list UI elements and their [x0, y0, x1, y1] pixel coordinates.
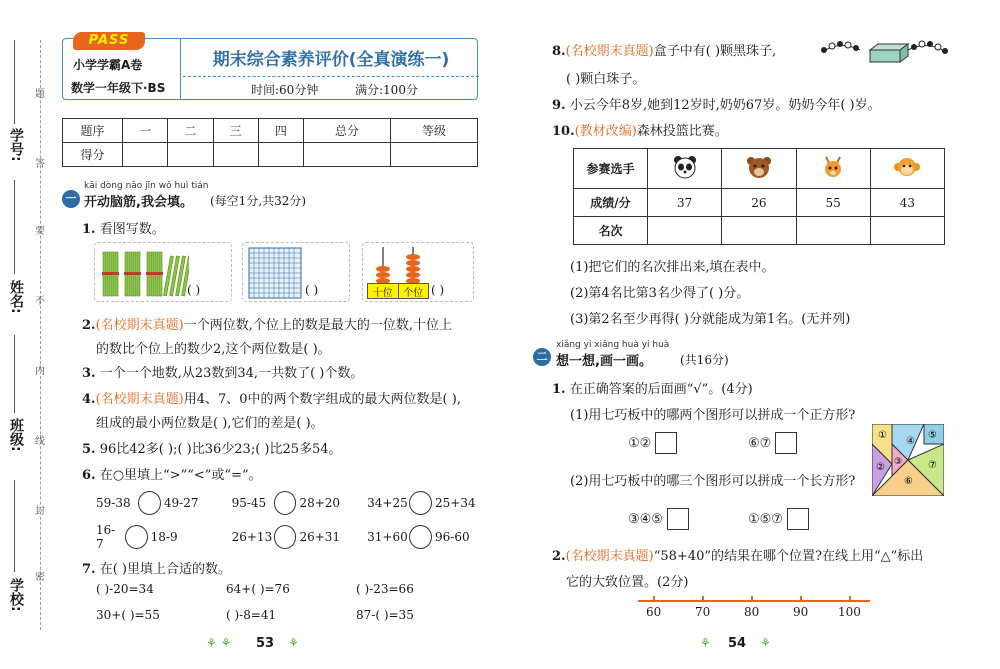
q2-number: 2.	[82, 318, 96, 333]
q5-text[interactable]: 96比42多( );( )比36少23;( )比25多54。	[99, 442, 342, 457]
q6	[82, 464, 262, 483]
compare-circle[interactable]	[125, 525, 148, 549]
s2q1-sub2: (2)用七巧板中的哪三个图形可以拼成一个长方形?	[570, 474, 856, 489]
q1-blank-3[interactable]: ( )	[431, 283, 445, 297]
tangram-label: ③	[894, 457, 903, 467]
score-cell[interactable]	[390, 143, 477, 167]
q10-sub3[interactable]: (3)第2名至少再得( )分就能成为第1名。(无并列)	[570, 312, 851, 327]
q3	[82, 362, 363, 381]
q2-line2[interactable]: 的数比个位上的数少2,这个两位数是( )。	[96, 342, 331, 357]
score-value: 26	[722, 189, 796, 217]
score-table	[62, 118, 478, 167]
exam-total-score: 满分:100分	[355, 83, 418, 97]
equation[interactable]: 87-( )=35	[356, 608, 414, 622]
q1-image-sticks	[94, 242, 232, 302]
tick-mark	[849, 596, 851, 602]
tick-label: 80	[744, 605, 760, 619]
s2q2-number: 2.	[552, 549, 566, 564]
q2-tag: (名校期末真题)	[95, 318, 184, 333]
q7	[82, 558, 231, 577]
q10	[552, 120, 728, 139]
q7-equations	[96, 582, 476, 630]
score-value: 55	[796, 189, 870, 217]
section1-title: 开动脑筋,我会填。	[84, 195, 193, 210]
expr: 18-9	[150, 530, 178, 544]
sprout-icon: ⚘ ⚘	[206, 636, 232, 650]
q6-number: 6.	[82, 468, 96, 483]
equation[interactable]: 30+( )=55	[96, 608, 160, 622]
tangram-label: ②	[876, 462, 885, 473]
animal-panda-cell	[648, 149, 722, 189]
expr: 28+20	[299, 496, 341, 510]
page-number-left: 53	[256, 636, 275, 651]
section2-title: 想一想,画一画。	[556, 354, 652, 369]
s2q2	[552, 544, 952, 596]
q1-number: 1.	[82, 222, 96, 237]
score-cell[interactable]	[213, 143, 258, 167]
competition-table	[573, 148, 945, 245]
option-label: ①⑤⑦	[748, 511, 783, 527]
q10-sub2[interactable]: (2)第4名比第3名少得了( )分。	[570, 286, 750, 301]
q9	[552, 94, 881, 113]
expr: 26+13	[231, 530, 273, 544]
q1-image-grid	[242, 242, 350, 302]
tangram-label: ⑤	[928, 430, 937, 441]
section2-note: (共16分)	[680, 353, 729, 367]
number-line[interactable]	[638, 600, 870, 602]
q1-blank-2[interactable]: ( )	[305, 283, 319, 297]
q7-number: 7.	[82, 562, 96, 577]
tick-mark	[751, 596, 753, 602]
check-box[interactable]	[775, 432, 797, 454]
check-box[interactable]	[667, 508, 689, 530]
pass-logo: PASS	[73, 32, 145, 50]
seal-char: 封	[35, 506, 45, 517]
s2q1-opt1a	[628, 432, 677, 454]
series-name: 小学学霸A卷	[73, 58, 143, 72]
tangram-label: ⑥	[904, 476, 913, 487]
tick-label: 70	[695, 605, 711, 619]
compare-circle[interactable]	[409, 491, 432, 515]
tick-mark	[800, 596, 802, 602]
check-box[interactable]	[787, 508, 809, 530]
s2q1-opt1b	[748, 432, 797, 454]
tangram-label: ①	[878, 430, 887, 441]
name-label: 姓名:	[8, 280, 24, 314]
s2q1	[552, 378, 753, 397]
score-header: 四	[258, 119, 303, 143]
q4-tag: (名校期末真题)	[95, 392, 184, 407]
rank-cell[interactable]	[796, 217, 870, 245]
animal-bear-cell	[722, 149, 796, 189]
q6-text: 在○里填上“>”“<”或“=”。	[99, 468, 262, 483]
q10-tag: (教材改编)	[574, 124, 637, 139]
seal-char: 要	[35, 226, 45, 237]
expr: 31+60	[367, 530, 408, 544]
s2q1-number: 1.	[552, 382, 566, 397]
seal-char: 内	[35, 366, 45, 377]
tangram-label: ⑦	[928, 460, 937, 471]
score-cell[interactable]	[168, 143, 213, 167]
grade-label: 数学一年级下·BS	[71, 81, 166, 95]
seal-char: 密	[35, 572, 45, 583]
q4	[82, 388, 482, 436]
score-value: 43	[870, 189, 944, 217]
class-fill-line[interactable]	[14, 335, 15, 413]
tick-mark	[653, 596, 655, 602]
tick-label: 90	[793, 605, 809, 619]
s2q2-tag: (名校期末真题)	[565, 549, 654, 564]
score-header: 一	[123, 119, 168, 143]
panda-icon	[672, 155, 698, 179]
rank-cell[interactable]	[648, 217, 722, 245]
bear-icon	[746, 155, 772, 179]
q4-line1[interactable]: 用4、7、0中的两个数字组成的最大两位数是( ),	[183, 392, 461, 407]
rank-cell[interactable]	[870, 217, 944, 245]
tick-label: 60	[646, 605, 662, 619]
expr: 16-7	[96, 523, 116, 551]
score-header: 二	[168, 119, 213, 143]
compare-circle[interactable]	[409, 525, 432, 549]
class-label: 班级:	[8, 418, 24, 452]
deer-icon	[820, 155, 846, 179]
table-label: 参赛选手	[574, 149, 648, 189]
tangram-icon	[872, 424, 944, 496]
page-title: 期末综合素养评价(全真演练一)	[183, 39, 479, 77]
expr: 49-27	[163, 496, 199, 510]
score-cell[interactable]	[123, 143, 168, 167]
exam-time: 时间:60分钟	[251, 83, 319, 97]
school-fill-line[interactable]	[14, 480, 15, 572]
q9-number: 9.	[552, 98, 566, 113]
q4-number: 4.	[82, 392, 96, 407]
equation[interactable]: ( )-23=66	[356, 582, 414, 596]
s2q1-sub1: (1)用七巧板中的哪两个图形可以拼成一个正方形?	[570, 408, 856, 423]
hundred-grid-icon	[247, 246, 305, 300]
monkey-icon	[894, 155, 920, 179]
s2q1-text: 在正确答案的后面画“√”。(4分)	[569, 382, 753, 397]
seal-char: 线	[35, 436, 45, 447]
series-box	[63, 33, 181, 99]
score-header: 三	[213, 119, 258, 143]
stick-bundles-icon	[99, 246, 189, 300]
q8-tag: (名校期末真题)	[565, 44, 654, 59]
q2-line1: 一个两位数,个位上的数是最大的一位数,十位上	[183, 318, 452, 333]
expr: 25+34	[435, 496, 476, 510]
option-label: ③④⑤	[628, 511, 663, 527]
compare-circle[interactable]	[274, 525, 297, 549]
q8-line2[interactable]: ( )颗白珠子。	[566, 72, 646, 87]
exam-header	[62, 33, 478, 100]
expr: 95-45	[231, 496, 267, 510]
seal-char: 题	[35, 89, 45, 100]
q8-number: 8.	[552, 44, 566, 59]
score-value: 37	[648, 189, 722, 217]
s2q2-line2: 它的大致位置。(2分)	[566, 575, 689, 590]
check-box[interactable]	[655, 432, 677, 454]
section1-number: 一	[62, 190, 80, 208]
q7-text: 在( )里填上合适的数。	[99, 562, 231, 577]
abacus-ones-label: 个位	[403, 288, 424, 299]
section2-pinyin: xiǎng yi xiǎng huà yi huà	[556, 340, 670, 350]
section1-note: (每空1分,共32分)	[210, 194, 307, 208]
option-label: ①②	[628, 435, 652, 451]
sprout-icon: ⚘	[288, 636, 299, 650]
id-fill-line[interactable]	[14, 40, 15, 124]
expr: 26+31	[299, 530, 341, 544]
score-cell[interactable]	[304, 143, 391, 167]
section2-number: 二	[533, 348, 551, 366]
q8-line1[interactable]: 盒子中有( )颗黑珠子,	[653, 44, 777, 59]
q3-text[interactable]: 一个一个地数,从23数到34,一共数了( )个数。	[99, 366, 364, 381]
sprout-icon: ⚘	[760, 636, 771, 650]
expr: 59-38	[96, 496, 131, 510]
score-cell[interactable]	[258, 143, 303, 167]
score-header: 等级	[390, 119, 477, 143]
s2q2-line1: “58+40”的结果在哪个位置?在线上用“△”标出	[653, 549, 924, 564]
seal-char: 答	[35, 159, 45, 170]
q4-line2[interactable]: 组成的最小两位数是( ),它们的差是( )。	[96, 416, 324, 431]
student-id-label: 学号:	[8, 128, 24, 162]
s2q1-opt2b	[748, 508, 809, 530]
q10-sub1: (1)把它们的名次排出来,填在表中。	[570, 260, 775, 275]
q9-text[interactable]: 小云今年8岁,她到12岁时,奶奶67岁。奶奶今年( )岁。	[569, 98, 881, 113]
seal-line	[40, 40, 41, 630]
rank-cell[interactable]	[722, 217, 796, 245]
table-label: 成绩/分	[574, 189, 648, 217]
abacus-tens-label: 十位	[368, 284, 399, 298]
seal-char: 不	[35, 296, 45, 307]
animal-monkey-cell	[870, 149, 944, 189]
score-header: 题序	[63, 119, 123, 143]
option-label: ⑥⑦	[748, 435, 772, 451]
tick-label: 100	[838, 605, 861, 619]
animal-deer-cell	[796, 149, 870, 189]
q5-number: 5.	[82, 442, 96, 457]
equation[interactable]: ( )-8=41	[226, 608, 277, 622]
q8	[552, 38, 832, 94]
compare-circle[interactable]	[274, 491, 297, 515]
expr: 96-60	[435, 530, 470, 544]
tick-mark	[702, 596, 704, 602]
q6-comparisons	[96, 488, 476, 552]
compare-circle[interactable]	[138, 491, 161, 515]
q2	[82, 314, 482, 362]
equation[interactable]: 64+( )=76	[226, 582, 290, 596]
beads-box-icon	[820, 38, 950, 66]
q1-blank-1[interactable]: ( )	[187, 283, 201, 297]
q10-number: 10.	[552, 124, 575, 139]
section1-pinyin: kāi dòng nǎo jīn wǒ huì tián	[84, 181, 209, 191]
table-label: 名次	[574, 217, 648, 245]
q10-text: 森林投篮比赛。	[636, 124, 728, 139]
q3-number: 3.	[82, 366, 96, 381]
score-header: 总分	[304, 119, 391, 143]
school-label: 学校:	[8, 578, 24, 612]
score-row-label: 得分	[63, 143, 123, 167]
s2q1-opt2a	[628, 508, 689, 530]
page-number-right: 54	[728, 636, 747, 651]
name-fill-line[interactable]	[14, 180, 15, 274]
q5	[82, 438, 342, 457]
sprout-icon: ⚘	[700, 636, 711, 650]
q1	[82, 218, 165, 237]
tangram-label: ④	[906, 436, 915, 447]
expr: 34+25	[367, 496, 408, 510]
q1-image-abacus	[362, 242, 474, 302]
abacus-icon	[367, 245, 429, 285]
q1-text: 看图写数。	[99, 222, 165, 237]
equation[interactable]: ( )-20=34	[96, 582, 154, 596]
